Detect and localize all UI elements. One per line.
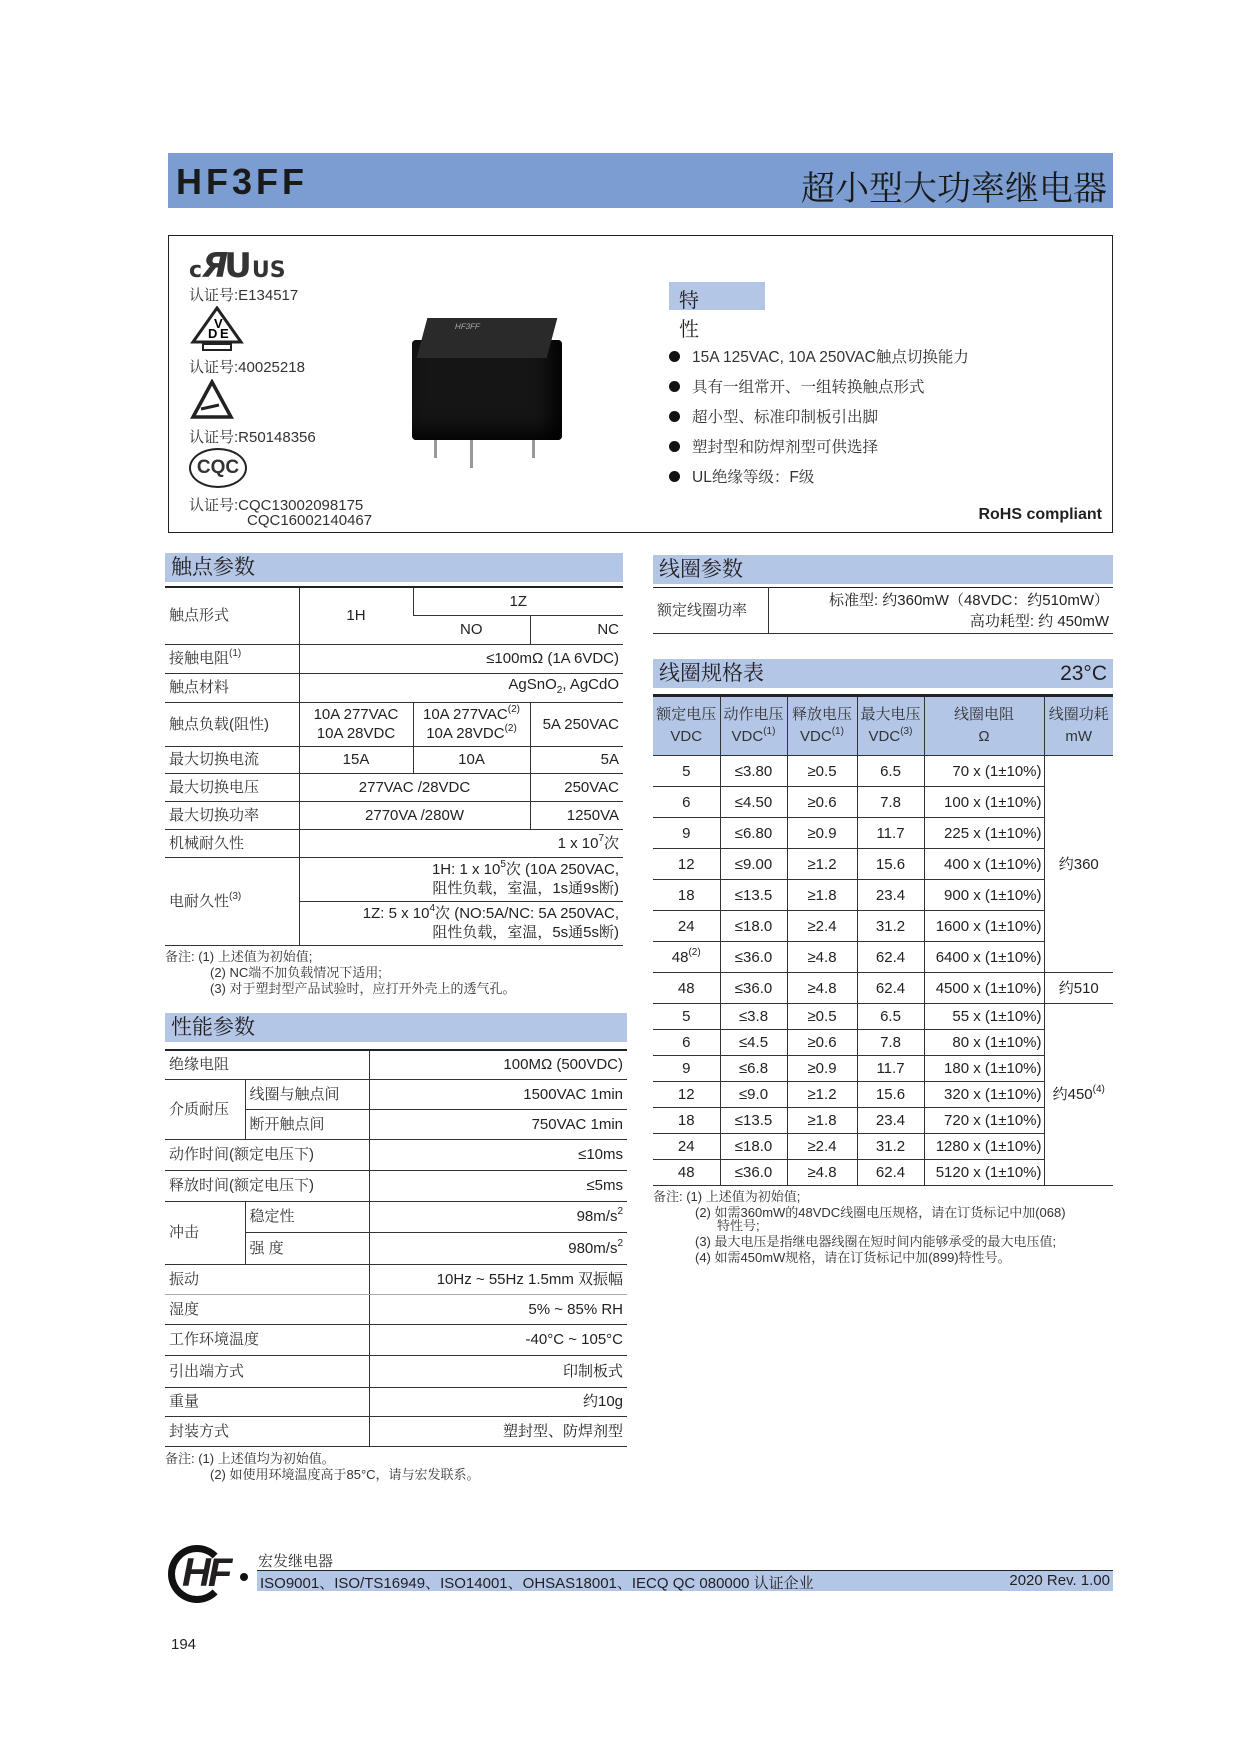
table-cell: 720 x (1±10%) — [924, 1108, 1044, 1134]
rohs-label: RoHS compliant — [978, 506, 1102, 523]
table-cell: 12 — [653, 849, 720, 880]
table-cell: 1280 x (1±10%) — [924, 1134, 1044, 1160]
model-name: HF3FF — [176, 161, 308, 202]
section-heading: 触点参数 — [165, 553, 623, 582]
footer-certifications: ISO9001、ISO/TS16949、ISO14001、OHSAS18001、IECQ QC 080000 认证企业 — [260, 1575, 814, 1592]
feature-item: 超小型、标准印制板引出脚 — [669, 401, 969, 431]
table-cell: 55 x (1±10%) — [924, 1004, 1044, 1030]
company-name: 宏发继电器 — [258, 1553, 334, 1570]
table-cell: 4500 x (1±10%) — [924, 973, 1044, 1004]
table-cell: 15.6 — [857, 1082, 924, 1108]
coil-spec-table — [653, 694, 1113, 1186]
table-cell: 62.4 — [857, 942, 924, 973]
feature-item: 塑封型和防焊剂型可供选择 — [669, 431, 969, 461]
table-cell: ≤36.0 — [720, 942, 787, 973]
table-cell: ≤36.0 — [720, 973, 787, 1004]
hongfa-logo: HF — [168, 1545, 256, 1603]
column-header: 动作电压 VDC$^{(1)}$ — [720, 696, 787, 756]
tuv-logo-icon — [189, 379, 235, 421]
table-cell: 15.6 — [857, 849, 924, 880]
table-cell: ≥1.2 — [787, 1082, 857, 1108]
performance-section — [165, 1013, 627, 1483]
table-cell: 5120 x (1±10%) — [924, 1160, 1044, 1186]
table-cell: 6400 x (1±10%) — [924, 942, 1044, 973]
table-cell: ≤6.8 — [720, 1056, 787, 1082]
table-cell: ≥0.6 — [787, 787, 857, 818]
section-heading: 线圈参数 — [653, 555, 1113, 584]
contact-notes: 备注: (1) 上述值为初始值; (2) NC端不加负载情况下适用; (3) 对于塑封型产品试验时，应打开外壳上的透气孔。 — [165, 948, 516, 996]
table-cell: ≥4.8 — [787, 973, 857, 1004]
contact-table: 触点形式 1H 1Z NO NC 接触电阻$^{(1)}$ ≤100mΩ (1A 6VDC) 触点材料 AgSnO$_2$, AgCdO 触点负载(阻性) 10A 277VAC 10A 28VDC 10A 277VAC$^{(2)}$ 10A 28VDC$^{(2)}$ 5A 250VAC 最大切换电流 15A 10A 5A 最大切换电压 277VAC /28VDC 250VAC 最大切换功率 2770VA /280W 1250VA 机械耐久性 1 x $10^7$次 电耐久性$^{(3)}$ 1H: 1 x $10^5$次 (10A 250VAC, 阻性负载，室温，1s通9s断) 1Z: 5 x $10^4$次 (NO:5A/NC: 5A 250VAC, 阻性负载，室温，5s通5s断) — [165, 586, 623, 946]
table-cell: ≥2.4 — [787, 911, 857, 942]
table-cell: 24 — [653, 911, 720, 942]
svg-text:V: V — [214, 316, 223, 331]
footer-band — [257, 1570, 1113, 1591]
coil-section — [653, 555, 1113, 634]
table-cell: 11.7 — [857, 818, 924, 849]
table-row — [653, 973, 1113, 1004]
table-cell: 225 x (1±10%) — [924, 818, 1044, 849]
table-cell: ≥0.9 — [787, 1056, 857, 1082]
svg-text:D: D — [208, 326, 218, 341]
table-cell: ≥0.9 — [787, 818, 857, 849]
table-cell: 62.4 — [857, 973, 924, 1004]
feature-item: 15A 125VAC, 10A 250VAC触点切换能力 — [669, 341, 969, 371]
column-header: 线圈功耗 mW — [1044, 696, 1113, 756]
table-cell: 48 — [653, 1160, 720, 1186]
feature-item: UL绝缘等级：F级 — [669, 461, 969, 491]
product-image: HF3FF — [412, 310, 562, 470]
revision: 2020 Rev. 1.00 — [1009, 1572, 1110, 1589]
overview-box — [168, 235, 1113, 533]
table-cell: ≤4.5 — [720, 1030, 787, 1056]
table-cell: 62.4 — [857, 1160, 924, 1186]
cqc-cert-number-2: CQC16002140467 — [247, 512, 373, 529]
table-cell: ≤3.80 — [720, 756, 787, 787]
table-cell: 12 — [653, 1082, 720, 1108]
table-cell: 23.4 — [857, 1108, 924, 1134]
table-cell: 1600 x (1±10%) — [924, 911, 1044, 942]
table-cell: ≥1.2 — [787, 849, 857, 880]
table-cell: 900 x (1±10%) — [924, 880, 1044, 911]
features-list — [669, 341, 969, 491]
section-heading: 性能参数 — [165, 1013, 627, 1042]
feature-item: 具有一组常开、一组转换触点形式 — [669, 371, 969, 401]
svg-text:E: E — [220, 326, 229, 341]
table-cell: ≥4.8 — [787, 1160, 857, 1186]
performance-notes: 备注: (1) 上述值均为初始值。 (2) 如使用环境温度高于85°C，请与宏发联系。 — [165, 1450, 480, 1482]
page-number: 194 — [171, 1636, 197, 1653]
vde-logo-icon — [189, 306, 245, 352]
table-cell: ≥1.8 — [787, 880, 857, 911]
cqc-cert-number: 认证号:CQC13002098175 — [189, 497, 364, 514]
table-cell: ≥1.8 — [787, 1108, 857, 1134]
table-cell: ≤4.50 — [720, 787, 787, 818]
column-header: 线圈电阻 Ω — [924, 696, 1044, 756]
coil-power-cell: 约450$^{(4)}$ — [1044, 1004, 1113, 1186]
product-title: 超小型大功率继电器 — [801, 170, 1107, 208]
table-cell: 400 x (1±10%) — [924, 849, 1044, 880]
table-cell: 320 x (1±10%) — [924, 1082, 1044, 1108]
table-cell: 6.5 — [857, 1004, 924, 1030]
coil-power-cell: 约360 — [1044, 756, 1113, 973]
table-cell: 24 — [653, 1134, 720, 1160]
title-banner — [168, 153, 1113, 208]
table-cell: 31.2 — [857, 911, 924, 942]
table-cell: ≤13.5 — [720, 1108, 787, 1134]
coil-power-table: 额定线圈功率 标准型: 约360mW（48VDC：约510mW） 高功耗型: 约 450mW — [653, 587, 1113, 634]
table-cell: ≤9.00 — [720, 849, 787, 880]
column-header: 额定电压 VDC — [653, 696, 720, 756]
table-cell: ≤9.0 — [720, 1082, 787, 1108]
column-header: 释放电压 VDC$^{(1)}$ — [787, 696, 857, 756]
contact-section — [165, 553, 623, 997]
table-cell: 180 x (1±10%) — [924, 1056, 1044, 1082]
table-cell: ≥0.5 — [787, 756, 857, 787]
table-cell: ≤6.80 — [720, 818, 787, 849]
performance-table: 绝缘电阻 100MΩ (500VDC) 介质耐压 线圈与触点间 1500VAC 1min 断开触点间 750VAC 1min 动作时间(额定电压下) ≤10ms 释放时间(额定电压下) ≤5ms 冲击 稳定性 $98m/s^2$ 强 度 $980m/s^2$ 振动 10Hz ~ 55Hz 1.5mm 双振幅 湿度 5% ~ 85% RH 工作环境温度 -40°C ~ 105°C 引出端方式 印制板式 重量 约10g 封装方式 塑封型、防焊剂型 — [165, 1049, 627, 1447]
table-cell: ≥0.5 — [787, 1004, 857, 1030]
table-row — [653, 1004, 1113, 1030]
table-cell: 70 x (1±10%) — [924, 756, 1044, 787]
bullet-icon — [669, 381, 680, 392]
coil-power-cell: 约510 — [1044, 973, 1113, 1004]
table-cell: 18 — [653, 1108, 720, 1134]
table-cell: 9 — [653, 1056, 720, 1082]
table-cell: 18 — [653, 880, 720, 911]
table-cell: 23.4 — [857, 880, 924, 911]
table-row — [653, 756, 1113, 787]
table-cell: 9 — [653, 818, 720, 849]
table-cell: 6 — [653, 1030, 720, 1056]
table-cell: 6 — [653, 787, 720, 818]
features-heading: 特 性 — [669, 282, 765, 310]
tuv-cert-number: 认证号:R50148356 — [189, 429, 316, 446]
table-cell: 5 — [653, 756, 720, 787]
table-cell: 7.8 — [857, 787, 924, 818]
table-cell: 11.7 — [857, 1056, 924, 1082]
table-cell: 48 — [653, 973, 720, 1004]
table-cell: ≤18.0 — [720, 911, 787, 942]
table-cell: 80 x (1±10%) — [924, 1030, 1044, 1056]
ul-cert-number: 认证号:E134517 — [189, 287, 299, 304]
table-cell: 31.2 — [857, 1134, 924, 1160]
table-cell: 5 — [653, 1004, 720, 1030]
table-cell: ≥4.8 — [787, 942, 857, 973]
table-cell: ≥0.6 — [787, 1030, 857, 1056]
table-cell: ≤13.5 — [720, 880, 787, 911]
ul-logo: cЯUUS — [189, 246, 286, 286]
column-header: 最大电压 VDC$^{(3)}$ — [857, 696, 924, 756]
coil-spec-section — [653, 659, 1113, 1266]
table-cell: 48$^{(2)}$ — [653, 942, 720, 973]
vde-cert-number: 认证号:40025218 — [189, 359, 305, 376]
bullet-icon — [669, 471, 680, 482]
bullet-icon — [669, 411, 680, 422]
table-cell: ≤18.0 — [720, 1134, 787, 1160]
bullet-icon — [669, 441, 680, 452]
table-cell: ≤36.0 — [720, 1160, 787, 1186]
table-cell: ≤3.8 — [720, 1004, 787, 1030]
bullet-icon — [669, 351, 680, 362]
coil-spec-notes: 备注: (1) 上述值为初始值; (2) 如需360mW的48VDC线圈电压规格，请在订货标记中加(068) 特性号; (3) 最大电压是指继电器线圈在短时间内能够承受的最大电压值; (4) 如需450mW规格，请在订货标记中加(899)特性号。 — [653, 1189, 1066, 1265]
table-cell: 7.8 — [857, 1030, 924, 1056]
cqc-logo: CQC — [189, 448, 247, 488]
table-cell: ≥2.4 — [787, 1134, 857, 1160]
section-heading: 线圈规格表 23°C — [653, 659, 1113, 688]
table-cell: 100 x (1±10%) — [924, 787, 1044, 818]
table-cell: 6.5 — [857, 756, 924, 787]
